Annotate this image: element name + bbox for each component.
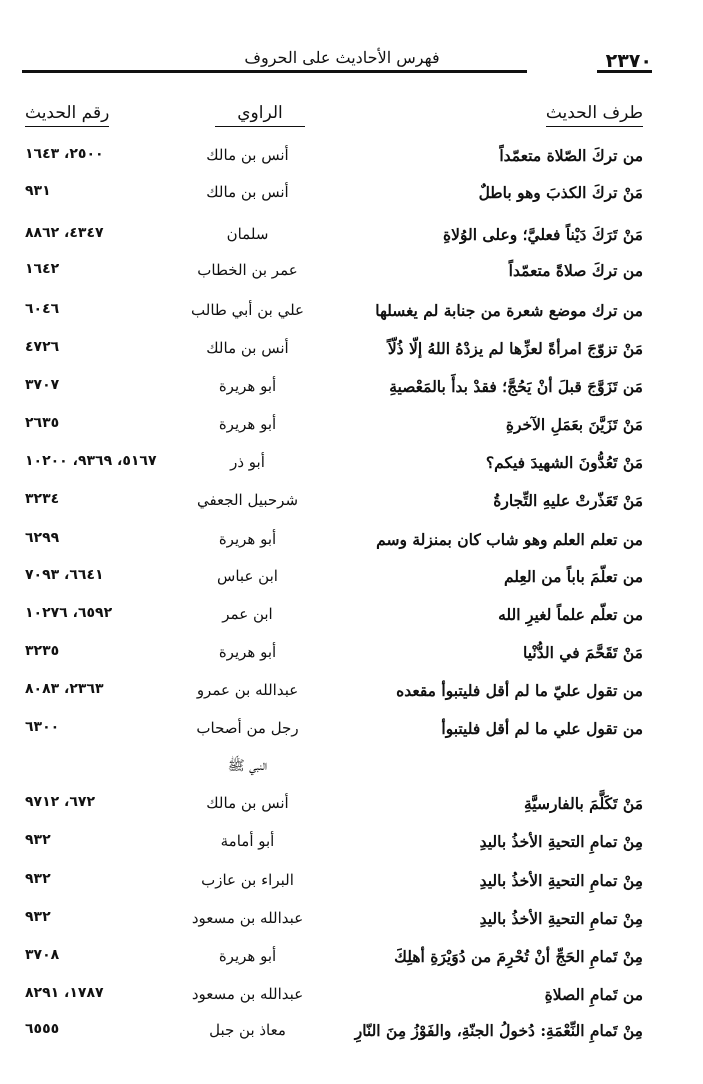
- hadith-incipit: من تقول علي ما لم أقل فليتبوأ: [441, 719, 643, 738]
- hadith-number: ٢٦٣٥: [25, 415, 60, 431]
- narrator: أنس بن مالك: [206, 183, 289, 201]
- hadith-incipit: مِنْ تمامِ التحيةِ الأخذُ باليدِ: [479, 832, 643, 851]
- table-row: [0, 339, 703, 365]
- hadith-number: ١٦٤٢: [25, 261, 60, 277]
- hadith-number: ٣٧٠٨: [25, 947, 60, 963]
- narrator: ابن عباس: [217, 567, 278, 585]
- hadith-incipit: مَنْ تَعُدُّونَ الشهيدَ فيكم؟: [485, 453, 643, 472]
- hadith-number: ٦٥٥٥: [25, 1021, 60, 1037]
- header-rule: [22, 70, 527, 73]
- hadith-incipit: مَنْ تزوّجَ امرأةً لعزِّها لم يزدْهُ اللهُ إلّا ذُلّاً: [387, 339, 643, 358]
- hadith-number: ٣٧٠٧: [25, 377, 60, 393]
- hadith-incipit: من تعلّمَ باباً من العِلم: [503, 567, 643, 586]
- narrator: سلمان: [226, 225, 269, 243]
- hadith-number: ٥١٦٧، ٩٣٦٩، ١٠٢٠٠: [25, 453, 157, 469]
- narrator-continuation: النبي ﷺ: [227, 758, 268, 774]
- narrator: معاذ بن جبل: [209, 1021, 286, 1039]
- page-header: [22, 44, 652, 84]
- hadith-number: ٣٢٣٥: [25, 643, 60, 659]
- hadith-incipit: مَنْ تركَ الكذبَ وهو باطلٌ: [478, 183, 643, 202]
- narrator: علي بن أبي طالب: [191, 301, 304, 319]
- narrator: أنس بن مالك: [206, 794, 289, 812]
- hadith-number: ٦٥٩٢، ١٠٢٧٦: [25, 605, 113, 621]
- hadith-incipit: مِنْ تَمامِ النِّعْمَةِ: دُخولُ الجنّةِ، والفَوْزُ مِنَ النّارِ: [354, 1021, 643, 1040]
- narrator: أبو هريرة: [218, 530, 277, 548]
- hadith-incipit: من تعلم العلم وهو شاب كان بمنزلة وسم: [376, 530, 643, 549]
- table-row: [0, 567, 703, 593]
- page-number: ٢٣٧٠: [605, 50, 652, 72]
- hadith-incipit: من تقول عليّ ما لم أقل فليتبوأ مقعده: [396, 681, 643, 700]
- table-row: [0, 377, 703, 403]
- hadith-number: ٤٧٢٦: [25, 339, 60, 355]
- hadith-number: ٦٦٤١، ٧٠٩٣: [25, 567, 104, 583]
- narrator: عمر بن الخطاب: [197, 261, 298, 279]
- hadith-incipit: مِنْ تمامِ التحيةِ الأخذُ باليدِ: [479, 871, 643, 890]
- hadith-number: ٤٣٤٧، ٨٨٦٢: [25, 225, 104, 241]
- column-header-rawi: الراوي: [215, 103, 305, 127]
- hadith-incipit: مَنْ تَرَكَ دَيْناً فعليَّ؛ وعلى الوُلاةِ: [443, 225, 643, 244]
- hadith-number: ٢٣٦٣، ٨٠٨٣: [25, 681, 104, 697]
- narrator: أبو ذر: [230, 453, 265, 471]
- narrator: ابن عمر: [222, 605, 273, 623]
- hadith-incipit: مِنْ تَمامِ الحَجِّ أنْ تُحْرِمَ من دُوَيْرَةِ أهلِكَ: [394, 947, 643, 966]
- column-header-tarf: طرف الحديث: [546, 103, 643, 127]
- hadith-number: ٦٢٩٩: [25, 530, 60, 546]
- table-row: [0, 719, 703, 745]
- narrator: أبو هريرة: [218, 415, 277, 433]
- table-row: [0, 794, 703, 820]
- hadith-number: ٣٢٣٤: [25, 491, 60, 507]
- narrator: أبو هريرة: [218, 947, 277, 965]
- narrator: أبو هريرة: [218, 643, 277, 661]
- hadith-number: ٩٣٢: [25, 909, 51, 925]
- table-row: [0, 643, 703, 669]
- table-row: [0, 681, 703, 707]
- hadith-number: ٦٠٤٦: [25, 301, 60, 317]
- hadith-incipit: من تعلّم علماً لغيرِ الله: [498, 605, 643, 624]
- narrator: رجل من أصحاب: [196, 719, 299, 737]
- table-row: [0, 530, 703, 556]
- table-row: [0, 261, 703, 287]
- table-row: [0, 225, 703, 251]
- running-title: فهرس الأحاديث على الحروف: [244, 48, 440, 67]
- table-row: [0, 947, 703, 973]
- narrator: عبدالله بن مسعود: [191, 985, 304, 1003]
- table-row: [0, 985, 703, 1011]
- hadith-number: ٩٣١: [25, 183, 51, 199]
- table-row-continuation: [0, 757, 703, 779]
- table-row: [0, 453, 703, 479]
- narrator: البراء بن عازب: [201, 871, 294, 889]
- table-row: [0, 1021, 703, 1047]
- table-row: [0, 605, 703, 631]
- hadith-incipit: من تركَ صلاةً متعمّداً: [508, 261, 643, 280]
- table-row: [0, 871, 703, 897]
- hadith-number: ٦٣٠٠: [25, 719, 60, 735]
- hadith-incipit: مَنْ تَكَلَّمَ بالفارسيَّةِ: [524, 794, 643, 813]
- table-row: [0, 909, 703, 935]
- narrator: عبدالله بن عمرو: [196, 681, 299, 699]
- hadith-incipit: مَنْ تَزَيَّنَ بعَمَلِ الآخرةِ: [505, 415, 643, 434]
- hadith-incipit: من تَمامِ الصلاةِ: [544, 985, 643, 1004]
- hadith-incipit: مَنْ تَعَذّرتْ عليهِ التِّجارةُ: [493, 491, 643, 510]
- hadith-incipit: من ترك موضع شعرة من جنابة لم يغسلها: [375, 301, 643, 320]
- table-row: [0, 301, 703, 327]
- hadith-number: ١٧٨٧، ٨٢٩١: [25, 985, 104, 1001]
- hadith-number: ٦٧٢، ٩٧١٢: [25, 794, 96, 810]
- table-row: [0, 146, 703, 172]
- hadith-number: ٢٥٠٠، ١٦٤٣: [25, 146, 104, 162]
- hadith-incipit: مَن تَزَوَّجَ قبلَ أنْ يَحُجَّ؛ فقدْ بدأَ بالمَعْصيةِ: [389, 377, 643, 396]
- table-row: [0, 832, 703, 858]
- hadith-number: ٩٣٢: [25, 832, 51, 848]
- table-row: [0, 491, 703, 517]
- table-row: [0, 415, 703, 441]
- column-header-raqm: رقم الحديث: [25, 103, 109, 127]
- hadith-number: ٩٣٢: [25, 871, 51, 887]
- narrator: أنس بن مالك: [206, 339, 289, 357]
- narrator: أبو هريرة: [218, 377, 277, 395]
- narrator: شرحبيل الجعفي: [196, 491, 299, 509]
- table-row: [0, 183, 703, 209]
- hadith-incipit: مِنْ تمامِ التحيةِ الأخذُ باليدِ: [479, 909, 643, 928]
- narrator: أبو أمامة: [220, 832, 275, 850]
- hadith-incipit: مَنْ تَقَحَّمَ في الدُّنْيا: [523, 643, 643, 662]
- narrator: أنس بن مالك: [206, 146, 289, 164]
- narrator: عبدالله بن مسعود: [191, 909, 304, 927]
- hadith-incipit: من تركَ الصّلاة متعمّداً: [499, 146, 643, 165]
